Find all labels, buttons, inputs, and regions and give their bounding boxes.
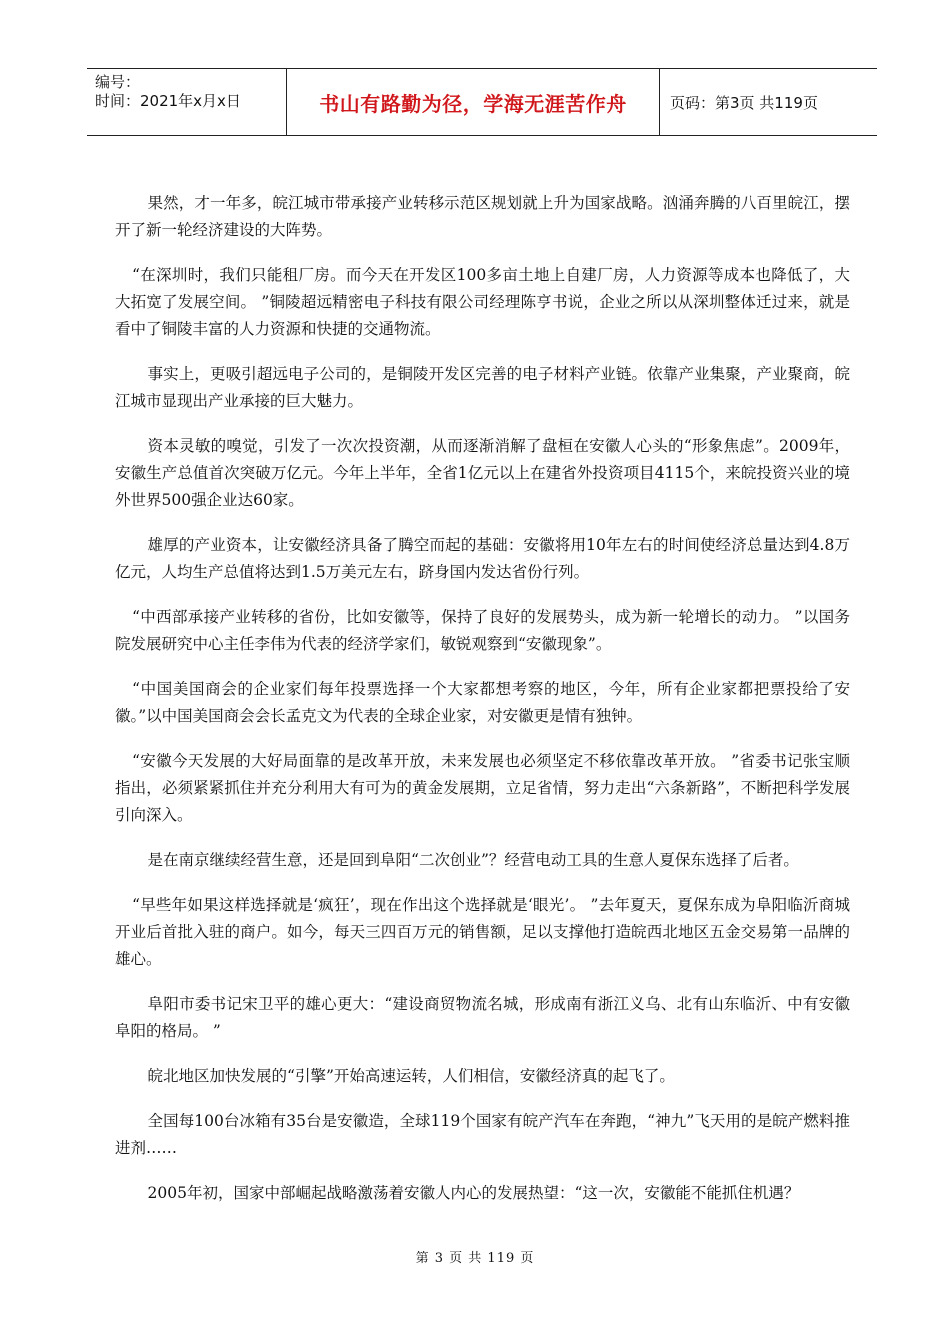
paragraph: 全国每100台冰箱有35台是安徽造，全球119个国家有皖产汽车在奔跑，“神九”飞天用的是皖产燃料推进剂…… (115, 1112, 850, 1157)
header-page-info: 页码：第3页 共119页 (670, 93, 818, 112)
paragraph: 2005年初，国家中部崛起战略激荡着安徽人内心的发展热望：“这一次，安徽能不能抓住机遇？ (147, 1184, 800, 1202)
paragraph: 果然，才一年多，皖江城市带承接产业转移示范区规划就上升为国家战略。汹涌奔腾的八百里皖江，摆开了新一轮经济建设的大阵势。 (115, 194, 850, 239)
header-motto: 书山有路勤为径，学海无涯苦作舟 (287, 69, 660, 135)
paragraph: “安徽今天发展的大好局面靠的是改革开放，未来发展也必须坚定不移依靠改革开放。 ”省委书记张宝顺指出，必须紧紧抓住并充分利用大有可为的黄金发展期，立足省情，努力走出“六条新路”，不断把科学发展引向深入。 (115, 752, 850, 824)
paragraph: “中西部承接产业转移的省份，比如安徽等，保持了良好的发展势头，成为新一轮增长的动力。 ”以国务院发展研究中心主任李伟为代表的经济学家们，敏锐观察到“安徽现象”。 (115, 608, 850, 653)
paragraph: “在深圳时，我们只能租厂房。而今天在开发区100多亩土地上自建厂房，人力资源等成本也降低了，大大拓宽了发展空间。 ”铜陵超远精密电子科技有限公司经理陈亨书说，企业之所以从深圳整体迁过来，就是看中了铜陵丰富的人力资源和快捷的交通物流。 (115, 266, 850, 338)
paragraph: 资本灵敏的嗅觉，引发了一次次投资潮，从而逐渐消解了盘桓在安徽人心头的“形象焦虑”。2009年，安徽生产总值首次突破万亿元。今年上半年，全省1亿元以上在建省外投资项目4115个，来皖投资兴业的境外世界500强企业达60家。 (115, 437, 850, 509)
paragraph: “中国美国商会的企业家们每年投票选择一个大家都想考察的地区，今年，所有企业家都把票投给了安徽。”以中国美国商会会长孟克文为代表的全球企业家，对安徽更是情有独钟。 (115, 680, 850, 725)
paragraph: 事实上，更吸引超远电子公司的，是铜陵开发区完善的电子材料产业链。依靠产业集聚，产业聚商，皖江城市显现出产业承接的巨大魅力。 (115, 365, 850, 410)
header-meta (87, 69, 287, 135)
document-body (115, 190, 850, 1225)
paragraph: 皖北地区加快发展的“引擎”开始高速运转，人们相信，安徽经济真的起飞了。 (147, 1067, 675, 1085)
paragraph: “早些年如果这样选择就是‘疯狂’，现在作出这个选择就是‘眼光’。 ”去年夏天，夏保东成为阜阳临沂商城开业后首批入驻的商户。如今，每天三四百万元的销售额，足以支撑他打造皖西北地区五金交易第一品牌的雄心。 (115, 896, 850, 968)
paragraph: 是在南京继续经营生意，还是回到阜阳“二次创业”？经营电动工具的生意人夏保东选择了后者。 (147, 851, 799, 869)
time-label: 时间：2021年x月x日 (95, 92, 241, 110)
paragraph: 阜阳市委书记宋卫平的雄心更大：“建设商贸物流名城，形成南有浙江义乌、北有山东临沂、中有安徽阜阳的格局。 ” (115, 995, 850, 1040)
number-label: 编号： (95, 73, 141, 91)
page-header (87, 68, 877, 136)
paragraph: 雄厚的产业资本，让安徽经济具备了腾空而起的基础：安徽将用10年左右的时间使经济总量达到4.8万亿元，人均生产总值将达到1.5万美元左右，跻身国内发达省份行列。 (115, 536, 850, 581)
page-footer: 第 3 页 共 119 页 (415, 1251, 535, 1266)
